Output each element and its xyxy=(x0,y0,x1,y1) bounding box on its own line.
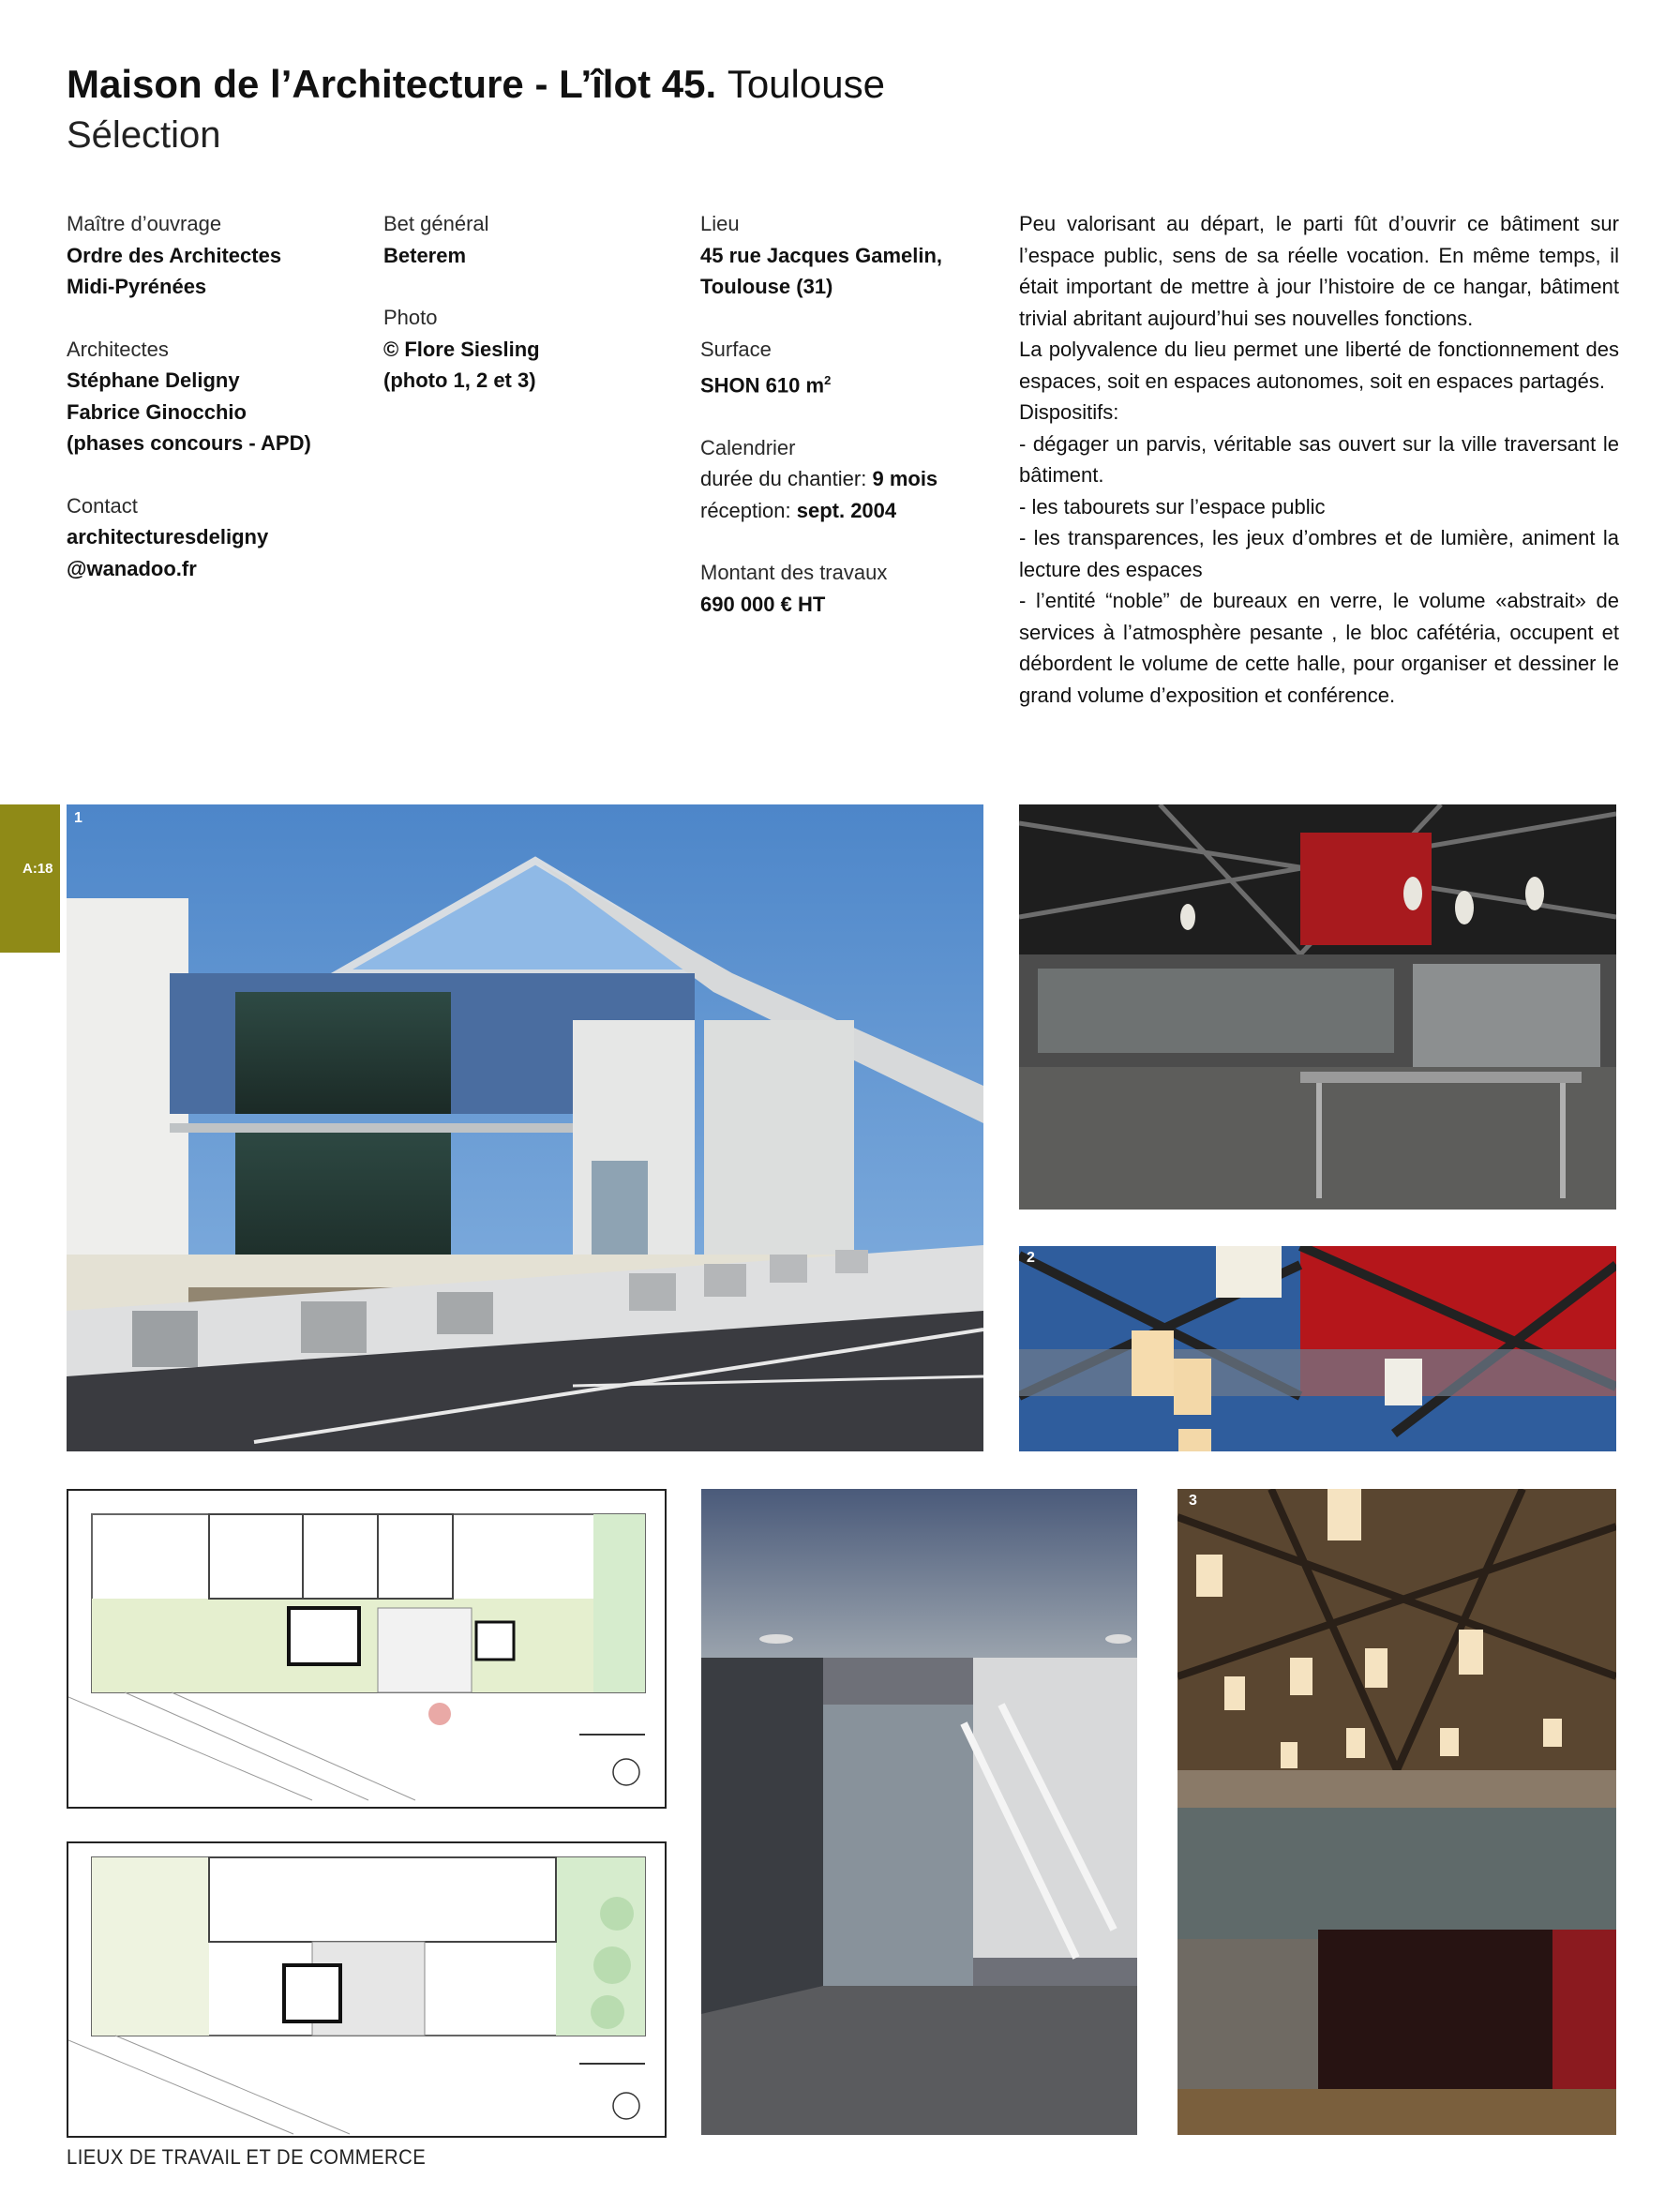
desc-para-5: - les tabourets sur l’espace public xyxy=(1019,494,1326,518)
maitre-label: Maître d’ouvrage xyxy=(67,212,222,235)
surface-sup: 2 xyxy=(824,373,832,387)
architect-1: Stéphane Deligny xyxy=(67,368,240,392)
credits-column-1 xyxy=(67,208,311,584)
reception-value: sept. 2004 xyxy=(796,498,897,522)
montant-label: Montant des travaux xyxy=(700,561,888,585)
desc-para-6: - les transparences, les jeux d’ombres et de lumière, animent la lecture des espaces xyxy=(1019,526,1619,581)
surface-value xyxy=(700,365,942,401)
bet-label: Bet général xyxy=(383,212,489,235)
desc-para-4: - dégager un parvis, véritable sas ouvert sur la ville traversant le bâtiment. xyxy=(1019,431,1619,487)
desc-para-2: La polyvalence du lieu permet une liberté de fonctionnement des espaces, soit en espaces autonomes, soit en espaces partagés. xyxy=(1019,338,1619,393)
lieu-line1: 45 rue Jacques Gamelin, xyxy=(700,243,943,267)
montant-value: 690 000 € HT xyxy=(700,592,826,616)
duree-line xyxy=(700,463,942,495)
interior-photo-stairs xyxy=(701,1489,1137,2135)
credits-column-2 xyxy=(383,208,540,397)
project-description xyxy=(1019,208,1619,711)
contact-label: Contact xyxy=(67,493,138,518)
credits-column-3 xyxy=(700,208,942,620)
interior-photo-cafeteria-image xyxy=(1178,1489,1616,2135)
page-footer: LIEUX DE TRAVAIL ET DE COMMERCE xyxy=(67,2145,427,2169)
title-bold: Maison de l’Architecture - L’îlot 45. xyxy=(67,62,717,106)
desc-para-1: Peu valorisant au départ, le parti fût d’ouvrir ce bâtiment sur l’espace public, sens de sa réelle vocation. En même temps, il était important de mettre à jour l’histoire de ce hangar, bâtiment trivial abritant aujourd’hui ses nouvelles fonctions. xyxy=(1019,212,1619,330)
reception-line xyxy=(700,495,942,527)
desc-para-7: - l’entité “noble” de bureaux en verre, le volume «abstrait» de services à l’atmosphère pesante , le bloc cafétéria, occupent et débordent le volume de cette halle, pour organiser et dessiner le grand volume d’exposition et conférence. xyxy=(1019,589,1619,707)
page-tab-label: A:18 xyxy=(22,861,53,877)
bet-value: Beterem xyxy=(383,243,467,267)
title-city: Toulouse xyxy=(727,62,885,106)
exterior-photo-image xyxy=(67,804,983,1451)
lieu-label: Lieu xyxy=(700,212,740,235)
floor-plan-upper xyxy=(67,1841,667,2138)
duree-label: durée du chantier: xyxy=(700,467,873,491)
photo-credit-1: © Flore Siesling xyxy=(383,337,540,361)
surface-text: SHON 610 m xyxy=(700,373,825,398)
photo-number-3: 3 xyxy=(1189,1493,1197,1509)
reception-label: réception: xyxy=(700,498,797,522)
architect-3: (phases concours - APD) xyxy=(67,431,311,455)
page-subtitle: Sélection xyxy=(67,114,221,156)
architectes-label: Architectes xyxy=(67,337,169,361)
photo-number-1: 1 xyxy=(74,810,82,826)
exterior-photo xyxy=(67,804,983,1451)
page-tab xyxy=(0,804,60,953)
lieu-line2: Toulouse (31) xyxy=(700,275,833,298)
page-title xyxy=(67,58,885,111)
duree-value: 9 mois xyxy=(872,467,938,491)
interior-photo-lamps xyxy=(1019,1246,1616,1451)
interior-photo-lamps-image xyxy=(1019,1246,1616,1451)
calendrier-label: Calendrier xyxy=(700,435,796,459)
interior-photo-hall-image xyxy=(1019,804,1616,1210)
interior-photo-hall xyxy=(1019,804,1616,1210)
interior-photo-stairs-image xyxy=(701,1489,1137,2135)
photo-credit-2: (photo 1, 2 et 3) xyxy=(383,368,536,392)
surface-label: Surface xyxy=(700,337,772,361)
floor-plan-ground-image xyxy=(68,1491,665,1807)
interior-photo-cafeteria xyxy=(1178,1489,1616,2135)
architect-2: Fabrice Ginocchio xyxy=(67,399,247,424)
maitre-line1: Ordre des Architectes xyxy=(67,243,282,267)
maitre-line2: Midi-Pyrénées xyxy=(67,275,207,298)
contact-line1: architecturesdeligny xyxy=(67,525,269,548)
floor-plan-ground xyxy=(67,1489,667,1809)
photo-number-2: 2 xyxy=(1027,1250,1035,1266)
photo-label: Photo xyxy=(383,306,438,329)
floor-plan-upper-image xyxy=(68,1843,665,2136)
contact-line2: @wanadoo.fr xyxy=(67,556,197,580)
desc-para-3: Dispositifs: xyxy=(1019,400,1119,424)
